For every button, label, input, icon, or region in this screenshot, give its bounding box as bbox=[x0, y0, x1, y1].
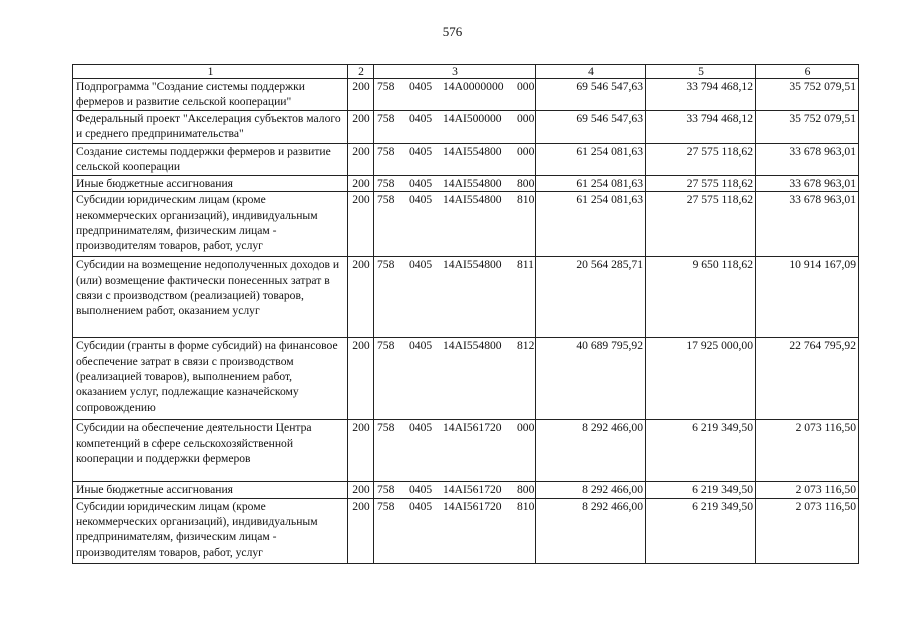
row-code-cell bbox=[374, 498, 536, 563]
table-row bbox=[73, 482, 859, 498]
table-row bbox=[73, 420, 859, 482]
row-code-cell bbox=[374, 143, 536, 175]
row-code-cell bbox=[374, 257, 536, 338]
code-ministry: 758 bbox=[377, 339, 395, 353]
row-name-cell: Подпрограмма "Создание системы поддержки фермеров и развитие сельской кооперации" bbox=[73, 79, 348, 111]
code-target-article: 14AI554800 bbox=[443, 258, 502, 272]
code-ministry: 758 bbox=[377, 144, 395, 158]
code-target-article: 14AI561720 bbox=[443, 499, 502, 513]
table-row bbox=[73, 192, 859, 257]
code-ministry: 758 bbox=[377, 176, 395, 190]
row-code-cell bbox=[374, 420, 536, 482]
row-value-col5: 9 650 118,62 bbox=[646, 257, 756, 338]
row-col2-cell: 200 bbox=[348, 482, 374, 498]
code-expense-type: 000 bbox=[517, 144, 535, 158]
code-target-article: 14AI554800 bbox=[443, 144, 502, 158]
row-value-col6: 33 678 963,01 bbox=[756, 192, 859, 257]
header-cell-1: 1 bbox=[73, 65, 348, 79]
code-expense-type: 810 bbox=[517, 499, 535, 513]
row-value-col6: 33 678 963,01 bbox=[756, 143, 859, 175]
row-name-cell: Субсидии юридическим лицам (кроме некоммерческих организаций), индивидуальным предпринимателям, физическим лицам - производителям товаров, работ, услуг bbox=[73, 192, 348, 257]
row-code-cell bbox=[374, 338, 536, 420]
table-row bbox=[73, 110, 859, 143]
table-row bbox=[73, 79, 859, 111]
table-row bbox=[73, 143, 859, 175]
row-value-col5: 27 575 118,62 bbox=[646, 143, 756, 175]
row-col2-cell: 200 bbox=[348, 175, 374, 191]
header-cell-6: 6 bbox=[756, 65, 859, 79]
code-target-article: 14AI500000 bbox=[443, 111, 502, 125]
code-target-article: 14AI554800 bbox=[443, 193, 502, 207]
row-value-col5: 27 575 118,62 bbox=[646, 175, 756, 191]
row-col2-cell: 200 bbox=[348, 420, 374, 482]
code-expense-type: 810 bbox=[517, 193, 535, 207]
code-section: 0405 bbox=[409, 483, 433, 497]
code-section: 0405 bbox=[409, 258, 433, 272]
row-value-col6: 35 752 079,51 bbox=[756, 79, 859, 111]
table-row bbox=[73, 338, 859, 420]
row-value-col6: 33 678 963,01 bbox=[756, 175, 859, 191]
row-col2-cell: 200 bbox=[348, 498, 374, 563]
code-ministry: 758 bbox=[377, 499, 395, 513]
row-value-col5: 6 219 349,50 bbox=[646, 482, 756, 498]
row-value-col5: 33 794 468,12 bbox=[646, 79, 756, 111]
row-col2-cell: 200 bbox=[348, 338, 374, 420]
row-code-cell bbox=[374, 482, 536, 498]
row-value-col4: 61 254 081,63 bbox=[536, 175, 646, 191]
row-value-col4: 8 292 466,00 bbox=[536, 498, 646, 563]
row-name-cell: Федеральный проект "Акселерация субъектов малого и среднего предпринимательства" bbox=[73, 110, 348, 143]
row-value-col4: 8 292 466,00 bbox=[536, 420, 646, 482]
code-section: 0405 bbox=[409, 499, 433, 513]
code-target-article: 14А0000000 bbox=[443, 80, 504, 93]
row-value-col4: 8 292 466,00 bbox=[536, 482, 646, 498]
row-col2-cell: 200 bbox=[348, 143, 374, 175]
row-value-col4: 69 546 547,63 bbox=[536, 110, 646, 143]
row-col2-cell: 200 bbox=[348, 110, 374, 143]
code-ministry: 758 bbox=[377, 421, 395, 435]
code-section: 0405 bbox=[409, 111, 433, 125]
code-section: 0405 bbox=[409, 339, 433, 353]
row-code-cell bbox=[374, 79, 536, 111]
code-section: 0405 bbox=[409, 144, 433, 158]
code-ministry: 758 bbox=[377, 111, 395, 125]
page-number: 576 bbox=[442, 24, 463, 39]
row-value-col5: 27 575 118,62 bbox=[646, 192, 756, 257]
row-code-cell bbox=[374, 175, 536, 191]
code-expense-type: 811 bbox=[517, 258, 534, 272]
code-section: 0405 bbox=[409, 421, 433, 435]
row-value-col5: 6 219 349,50 bbox=[646, 498, 756, 563]
header-cell-5: 5 bbox=[646, 65, 756, 79]
row-name-cell: Субсидии на возмещение недополученных доходов и (или) возмещение фактически понесенных затрат в связи с производством (реализацией) товаров, выполнением работ, оказанием услуг bbox=[73, 257, 348, 338]
table-row bbox=[73, 498, 859, 563]
header-cell-4: 4 bbox=[536, 65, 646, 79]
row-code-cell bbox=[374, 192, 536, 257]
row-value-col5: 17 925 000,00 bbox=[646, 338, 756, 420]
row-value-col6: 2 073 116,50 bbox=[756, 498, 859, 563]
code-expense-type: 812 bbox=[517, 339, 535, 353]
code-section: 0405 bbox=[409, 80, 433, 93]
row-value-col6: 2 073 116,50 bbox=[756, 420, 859, 482]
row-name-cell: Субсидии на обеспечение деятельности Центра компетенций в сфере сельскохозяйственной кооперации и поддержки фермеров bbox=[73, 420, 348, 482]
row-value-col4: 40 689 795,92 bbox=[536, 338, 646, 420]
row-name-cell: Субсидии (гранты в форме субсидий) на финансовое обеспечение затрат в связи с производством (реализацией товаров), выполнением работ, оказанием услуг, подлежащие казначейскому сопровождению bbox=[73, 338, 348, 420]
row-value-col6: 22 764 795,92 bbox=[756, 338, 859, 420]
code-ministry: 758 bbox=[377, 483, 395, 497]
row-value-col4: 20 564 285,71 bbox=[536, 257, 646, 338]
code-ministry: 758 bbox=[377, 80, 395, 93]
row-value-col6: 10 914 167,09 bbox=[756, 257, 859, 338]
row-value-col6: 2 073 116,50 bbox=[756, 482, 859, 498]
code-ministry: 758 bbox=[377, 193, 395, 207]
row-value-col4: 69 546 547,63 bbox=[536, 79, 646, 111]
row-value-col5: 6 219 349,50 bbox=[646, 420, 756, 482]
row-name-cell: Субсидии юридическим лицам (кроме некоммерческих организаций), индивидуальным предпринимателям, физическим лицам - производителям товаров, работ, услуг bbox=[73, 498, 348, 563]
header-cell-2: 2 bbox=[348, 65, 374, 79]
code-target-article: 14AI561720 bbox=[443, 421, 502, 435]
row-value-col4: 61 254 081,63 bbox=[536, 192, 646, 257]
row-code-cell bbox=[374, 110, 536, 143]
code-expense-type: 000 bbox=[517, 421, 535, 435]
budget-table bbox=[72, 64, 859, 564]
code-section: 0405 bbox=[409, 193, 433, 207]
row-col2-cell: 200 bbox=[348, 79, 374, 111]
code-ministry: 758 bbox=[377, 258, 395, 272]
row-col2-cell: 200 bbox=[348, 257, 374, 338]
code-target-article: 14AI561720 bbox=[443, 483, 502, 497]
code-target-article: 14AI554800 bbox=[443, 176, 502, 190]
row-col2-cell: 200 bbox=[348, 192, 374, 257]
code-target-article: 14AI554800 bbox=[443, 339, 502, 353]
table-row bbox=[73, 175, 859, 191]
code-expense-type: 000 bbox=[517, 111, 535, 125]
code-expense-type: 000 bbox=[517, 80, 535, 93]
row-value-col5: 33 794 468,12 bbox=[646, 110, 756, 143]
row-name-cell: Иные бюджетные ассигнования bbox=[73, 482, 348, 498]
table-header-row bbox=[73, 65, 859, 79]
header-cell-3: 3 bbox=[374, 65, 536, 79]
row-name-cell: Создание системы поддержки фермеров и развитие сельской кооперации bbox=[73, 143, 348, 175]
row-value-col6: 35 752 079,51 bbox=[756, 110, 859, 143]
code-expense-type: 800 bbox=[517, 483, 535, 497]
row-value-col4: 61 254 081,63 bbox=[536, 143, 646, 175]
row-name-cell: Иные бюджетные ассигнования bbox=[73, 175, 348, 191]
table-row bbox=[73, 257, 859, 338]
code-expense-type: 800 bbox=[517, 176, 535, 190]
code-section: 0405 bbox=[409, 176, 433, 190]
table-body bbox=[73, 65, 859, 564]
